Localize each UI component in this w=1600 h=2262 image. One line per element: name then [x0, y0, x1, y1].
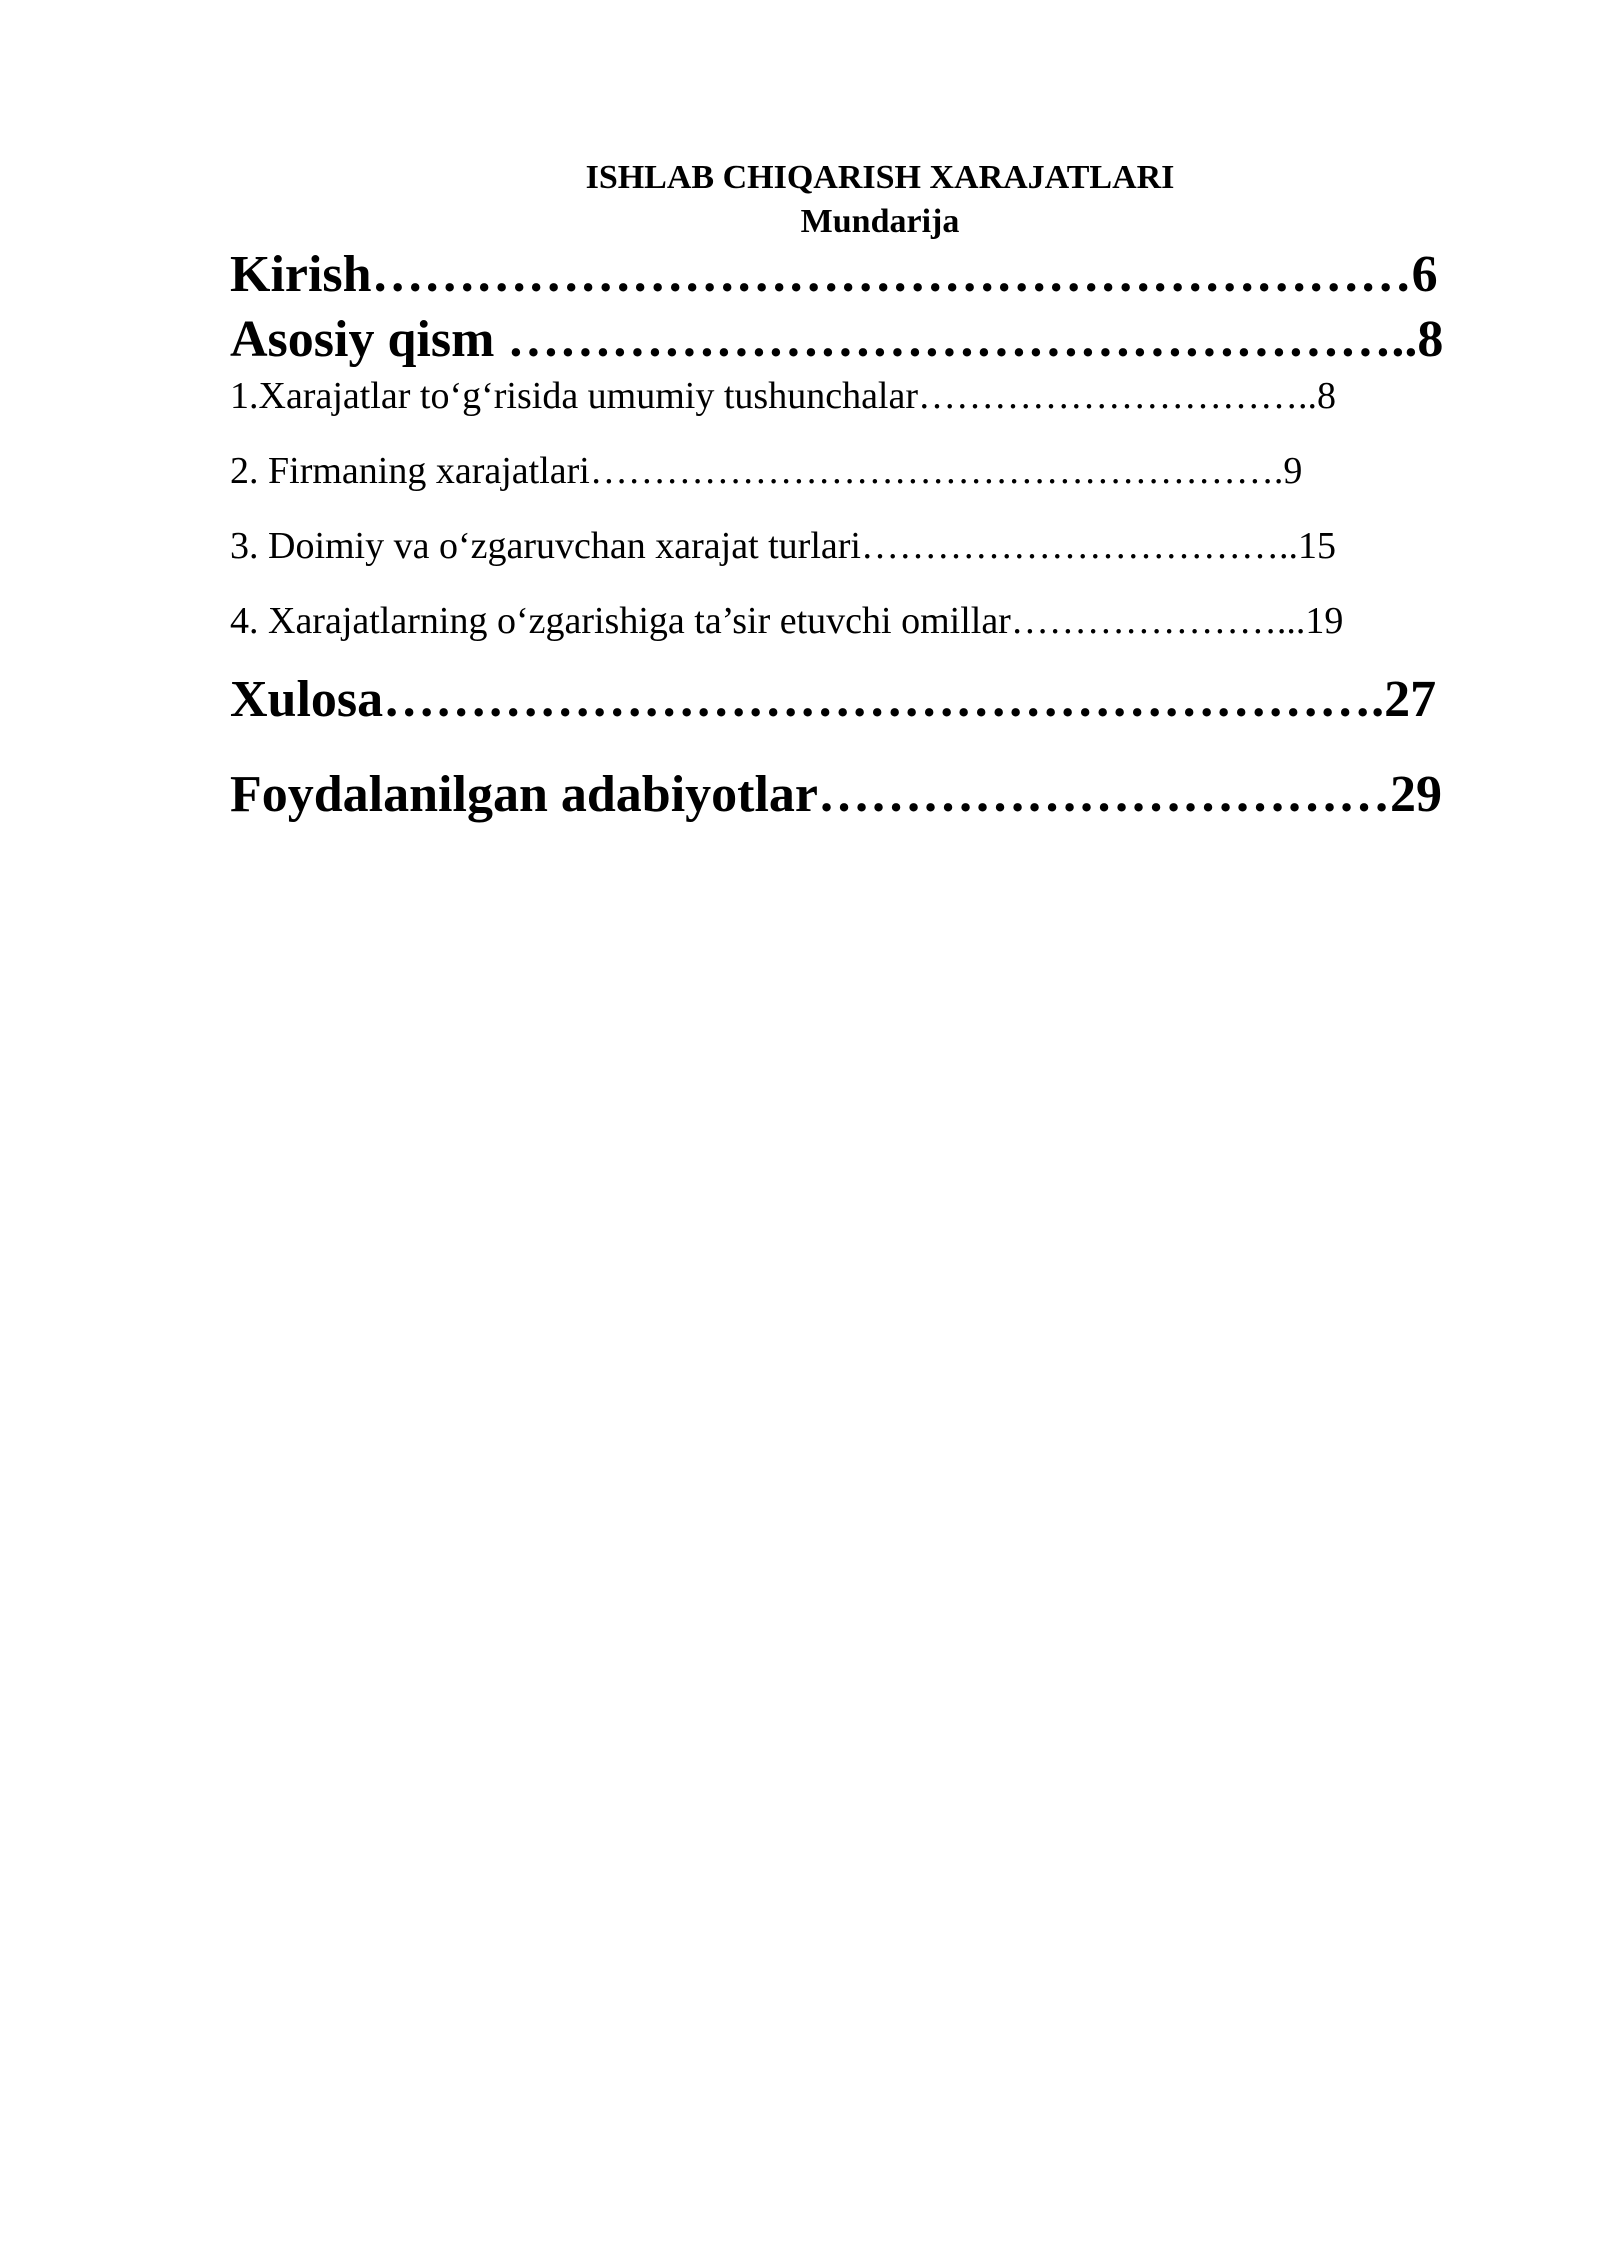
document-title: ISHLAB CHIQARISH XARAJATLARI [585, 159, 1175, 196]
toc-entry-asosiy-qism: Asosiy qism ……………………………………………..8 [230, 311, 1444, 368]
toc-entry-doimiy-ozgaruvchan: 3. Doimiy va o‘zgaruvchan xarajat turlari……………………………..15 [230, 525, 1336, 567]
toc-entry-firmaning-xarajatlari: 2. Firmaning xarajatlari……………………………………………….9 [230, 450, 1303, 492]
toc-entry-xulosa: Xulosa………………………………………………….27 [230, 671, 1437, 728]
toc-entry-xarajatlar-umumiy: 1.Xarajatlar to‘g‘risida umumiy tushunchalar…………………………..8 [230, 375, 1337, 417]
toc-entry-foydalanilgan-adabiyotlar: Foydalanilgan adabiyotlar……………………………29 [230, 766, 1442, 823]
toc-entry-kirish: Kirish……………………………………………………6 [230, 246, 1438, 303]
document-subtitle: Mundarija [800, 203, 960, 240]
toc-entry-ozgarishiga-omillar: 4. Xarajatlarning o‘zgarishiga ta’sir etuvchi omillar…………………...19 [230, 600, 1344, 642]
